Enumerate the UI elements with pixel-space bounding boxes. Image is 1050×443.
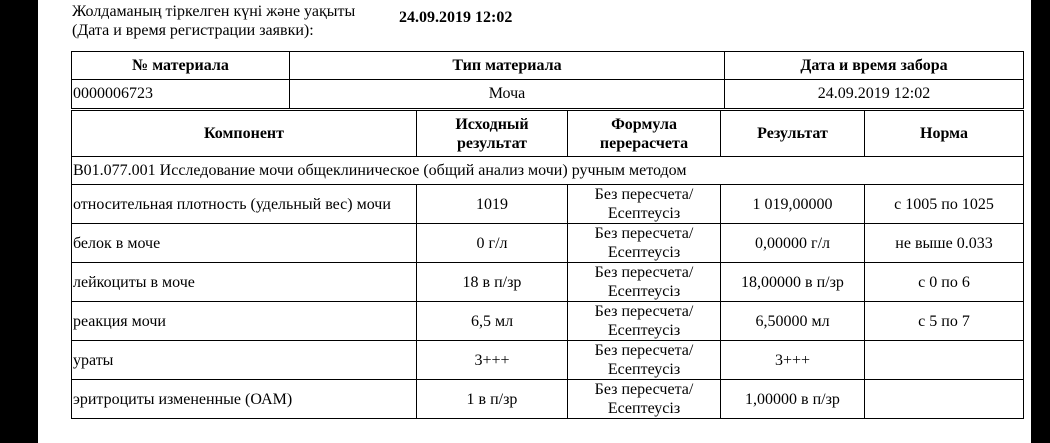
formula-line1: Без пересчета/: [594, 186, 694, 203]
material-header-row: [72, 52, 1024, 80]
table-row: [72, 185, 1024, 224]
formula: [568, 224, 721, 263]
header-formula-line2: перерасчета: [599, 134, 689, 152]
initial-result: 6,5 мл: [417, 302, 568, 341]
initial-result: 1 в п/зр: [417, 380, 568, 419]
results-table: [71, 110, 1024, 419]
norm-value: [865, 380, 1024, 419]
header-collection-datetime: Дата и время забора: [725, 52, 1024, 80]
norm-value: [865, 341, 1024, 380]
material-table: [71, 51, 1024, 109]
formula: [568, 185, 721, 224]
norm-value: с 5 по 7: [865, 302, 1024, 341]
component-name: белок в моче: [72, 224, 417, 263]
table-row: [72, 380, 1024, 419]
header-component: Компонент: [72, 111, 417, 157]
material-data-row: [72, 80, 1024, 109]
registration-label-ru: (Дата и время регистрации заявки):: [72, 22, 314, 39]
formula: [568, 302, 721, 341]
formula: [568, 341, 721, 380]
component-name: относительная плотность (удельный вес) мочи: [72, 185, 417, 224]
initial-result: 18 в п/зр: [417, 263, 568, 302]
header-result: Результат: [721, 111, 865, 157]
norm-value: с 0 по 6: [865, 263, 1024, 302]
formula-line2: Есептеусіз: [607, 361, 681, 378]
header-formula-line1: Формула: [611, 115, 677, 133]
registration-label: [72, 2, 355, 40]
formula: [568, 380, 721, 419]
table-row: [72, 224, 1024, 263]
header-initial-line1: Исходный: [455, 115, 529, 133]
material-number: 0000006723: [72, 80, 290, 109]
header-material-type: Тип материала: [290, 52, 725, 80]
formula-line1: Без пересчета/: [594, 342, 694, 359]
result-value: 0,00000 г/л: [721, 224, 865, 263]
table-row: [72, 341, 1024, 380]
header-initial-result: [417, 111, 568, 157]
norm-value: не выше 0.033: [865, 224, 1024, 263]
initial-result: 3+++: [417, 341, 568, 380]
material-type: Моча: [290, 80, 725, 109]
formula-line2: Есептеусіз: [607, 322, 681, 339]
formula-line1: Без пересчета/: [594, 225, 694, 242]
header-material-number: № материала: [72, 52, 290, 80]
formula-line2: Есептеусіз: [607, 244, 681, 261]
table-row: [72, 263, 1024, 302]
collection-datetime: 24.09.2019 12:02: [725, 80, 1024, 109]
header-norm: Норма: [865, 111, 1024, 157]
initial-result: 1019: [417, 185, 568, 224]
component-name: реакция мочи: [72, 302, 417, 341]
component-name: эритроциты измененные (ОАМ): [72, 380, 417, 419]
formula-line2: Есептеусіз: [607, 283, 681, 300]
result-value: 18,00000 в п/зр: [721, 263, 865, 302]
formula-line1: Без пересчета/: [594, 303, 694, 320]
initial-result: 0 г/л: [417, 224, 568, 263]
section-title: B01.077.001 Исследование мочи общеклиническое (общий анализ мочи) ручным методом: [72, 157, 1024, 185]
table-row: [72, 302, 1024, 341]
registration-datetime: 24.09.2019 12:02: [399, 9, 513, 26]
component-name: ураты: [72, 341, 417, 380]
formula: [568, 263, 721, 302]
formula-line1: Без пересчета/: [594, 264, 694, 281]
formula-line2: Есептеусіз: [607, 400, 681, 417]
result-value: 1 019,00000: [721, 185, 865, 224]
header-formula: [568, 111, 721, 157]
result-value: 1,00000 в п/зр: [721, 380, 865, 419]
formula-line2: Есептеусіз: [607, 205, 681, 222]
right-dark-margin: [1031, 0, 1050, 443]
registration-label-kz: Жолдаманың тіркелген күні және уақыты: [72, 3, 356, 20]
result-value: 6,50000 мл: [721, 302, 865, 341]
results-header-row: [72, 111, 1024, 157]
left-dark-margin: [0, 0, 38, 443]
norm-value: с 1005 по 1025: [865, 185, 1024, 224]
formula-line1: Без пересчета/: [594, 381, 694, 398]
result-value: 3+++: [721, 341, 865, 380]
component-name: лейкоциты в моче: [72, 263, 417, 302]
header-initial-line2: результат: [456, 134, 528, 152]
section-row: [72, 157, 1024, 185]
